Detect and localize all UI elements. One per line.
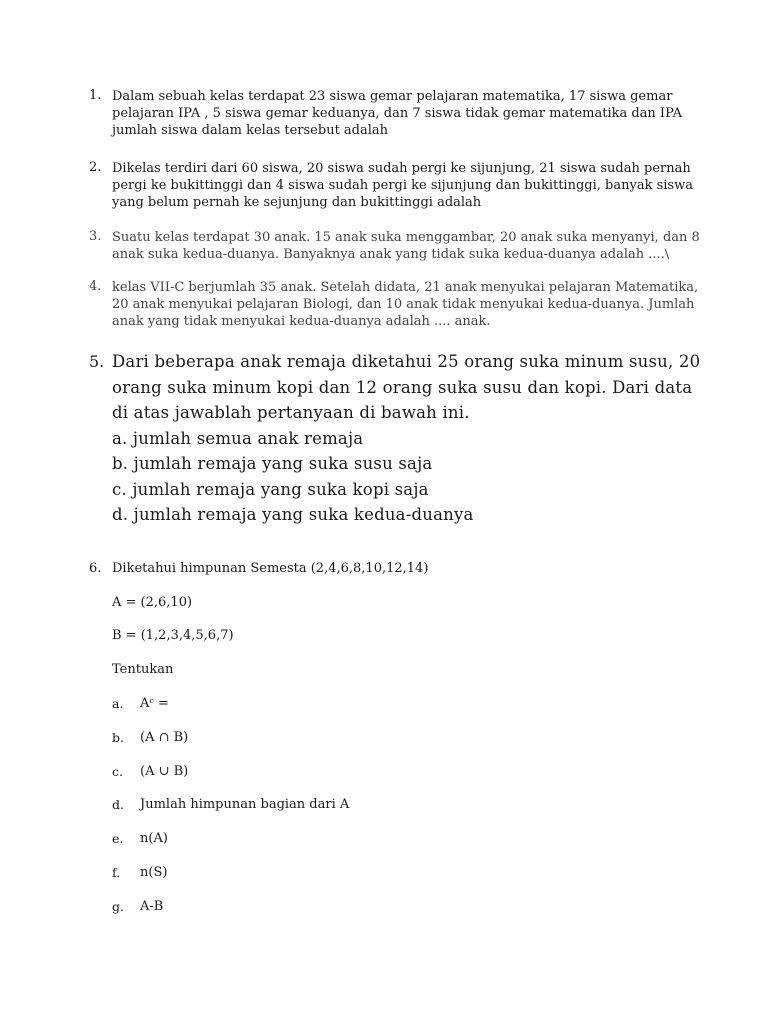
question-number: 2.: [89, 160, 102, 175]
subitem-letter: e.: [112, 831, 124, 846]
question-text-line: Dari beberapa anak remaja diketahui 25 orang suka minum susu, 20: [112, 352, 701, 371]
question-text-line: di atas jawablah pertanyaan di bawah ini.: [112, 403, 470, 422]
question-text-line: pergi ke bukittinggi dan 4 siswa sudah pergi ke sijunjung dan bukittinggi, banyak siswa: [112, 178, 693, 193]
subitem-letter: f.: [112, 865, 121, 880]
question-subitem-line: a. jumlah semua anak remaja: [112, 428, 364, 448]
question-text-line: Dikelas terdiri dari 60 siswa, 20 siswa sudah pergi ke sijunjung, 21 siswa sudah pernah: [112, 161, 691, 176]
subitem-text: Jumlah himpunan bagian dari A: [140, 797, 350, 812]
instruction-text: Tentukan: [112, 662, 174, 677]
question-text-line: jumlah siswa dalam kelas tersebut adalah: [112, 123, 389, 138]
question-5: [89, 349, 701, 528]
question-text-line: anak yang tidak menyukai kedua-duanya adalah .... anak.: [112, 314, 491, 329]
question-text-line: anak suka kedua-duanya. Banyaknya anak yang tidak suka kedua-duanya adalah ....\: [112, 247, 670, 262]
question-text-line: yang belum pernah ke sejunjung dan bukittinggi adalah: [112, 195, 482, 210]
subitem-text: A-B: [140, 899, 164, 914]
subitem-letter: b.: [112, 730, 124, 745]
subitem-text: (A ∩ B): [140, 730, 189, 745]
question-text-line: 20 anak menyukai pelajaran Biologi, dan 10 anak tidak menyukai kedua-duanya. Jumlah: [112, 297, 695, 312]
question-subitem-line: b. jumlah remaja yang suka susu saja: [112, 454, 433, 473]
question-text-line: Diketahui himpunan Semesta (2,4,6,8,10,12,14): [112, 561, 429, 576]
question-number: 1.: [89, 88, 102, 103]
subitem-text: (A ∪ B): [140, 764, 189, 779]
subitem-text: n(S): [140, 865, 168, 880]
question-number: 4.: [89, 279, 102, 294]
subitem-letter: g.: [112, 899, 124, 914]
subitem-letter: d.: [112, 797, 124, 812]
question-1: [89, 88, 683, 139]
question-4: [89, 279, 699, 330]
question-2: [89, 160, 693, 211]
question-3: [89, 229, 700, 263]
question-number: 6.: [89, 561, 102, 576]
subitem-text: Aᶜ =: [140, 696, 169, 711]
question-text-line: kelas VII-C berjumlah 35 anak. Setelah didata, 21 anak menyukai pelajaran Matematika,: [112, 280, 699, 295]
set-b-definition: B = (1,2,3,4,5,6,7): [112, 628, 234, 643]
question-text-line: orang suka minum kopi dan 12 orang suka susu dan kopi. Dari data: [112, 377, 693, 397]
subitem-letter: c.: [112, 764, 123, 779]
question-number: 5.: [89, 352, 105, 371]
question-text-line: pelajaran IPA , 5 siswa gemar keduanya, dan 7 siswa tidak gemar matematika dan IPA: [112, 106, 683, 121]
question-number: 3.: [89, 229, 102, 244]
set-a-definition: A = (2,6,10): [112, 595, 193, 610]
question-subitem-line: c. jumlah remaja yang suka kopi saja: [112, 479, 429, 499]
subitem-text: n(A): [140, 831, 168, 846]
question-text-line: Dalam sebuah kelas terdapat 23 siswa gemar pelajaran matematika, 17 siswa gemar: [112, 89, 673, 104]
question-subitem-line: d. jumlah remaja yang suka kedua-duanya: [112, 505, 474, 524]
subitem-letter: a.: [112, 696, 124, 711]
question-text-line: Suatu kelas terdapat 30 anak. 15 anak suka menggambar, 20 anak suka menyanyi, dan 8: [112, 230, 700, 245]
